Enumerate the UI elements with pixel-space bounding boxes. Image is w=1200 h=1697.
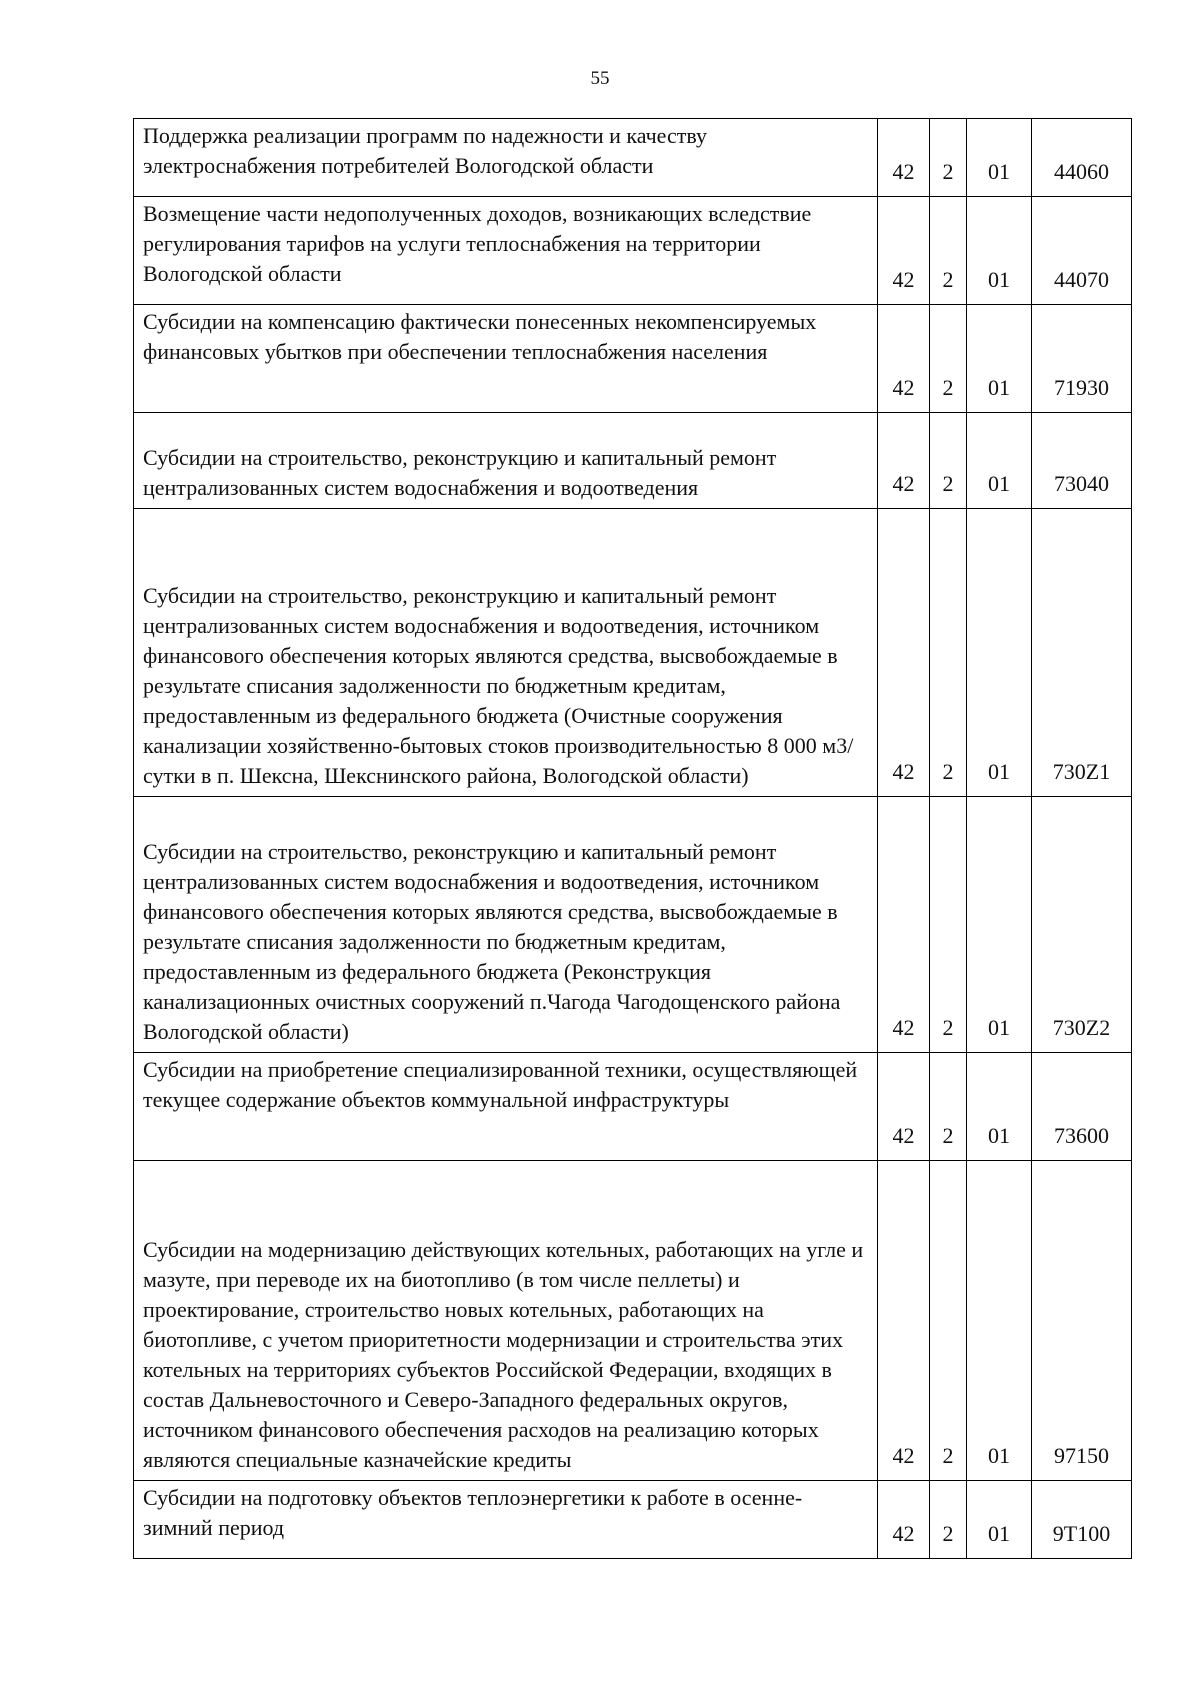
code-cell: 2 bbox=[930, 119, 967, 197]
code-cell: 42 bbox=[878, 413, 930, 509]
code-cell: 42 bbox=[878, 1481, 930, 1559]
table-row bbox=[134, 797, 1132, 1053]
code-cell: 71930 bbox=[1032, 305, 1132, 413]
code-cell: 01 bbox=[967, 797, 1032, 1053]
row-description: Субсидии на компенсацию фактически понесенных некомпенсируемых финансовых убытков при обеспечении теплоснабжения населения bbox=[134, 305, 878, 413]
table-row bbox=[134, 305, 1132, 413]
code-cell: 42 bbox=[878, 119, 930, 197]
code-cell: 2 bbox=[930, 413, 967, 509]
table-row bbox=[134, 509, 1132, 797]
code-cell: 2 bbox=[930, 197, 967, 305]
code-cell: 44070 bbox=[1032, 197, 1132, 305]
row-description: Субсидии на строительство, реконструкцию и капитальный ремонт централизованных систем водоснабжения и водоотведения, источником финансового обеспечения которых являются средства, высвобождаемые в результате списания задолженности по бюджетным кредитам, предоставленным из федерального бюджета (Реконструкция канализационных очистных сооружений п.Чагода Чагодощенского района Вологодской области) bbox=[134, 797, 878, 1053]
code-cell: 42 bbox=[878, 509, 930, 797]
code-cell: 73040 bbox=[1032, 413, 1132, 509]
code-cell: 01 bbox=[967, 1161, 1032, 1481]
code-cell: 01 bbox=[967, 119, 1032, 197]
code-cell: 01 bbox=[967, 413, 1032, 509]
table-row bbox=[134, 1481, 1132, 1559]
code-cell: 01 bbox=[967, 509, 1032, 797]
table-row bbox=[134, 413, 1132, 509]
page-number: 55 bbox=[590, 68, 610, 89]
table-row bbox=[134, 197, 1132, 305]
code-cell: 42 bbox=[878, 197, 930, 305]
code-cell: 2 bbox=[930, 509, 967, 797]
code-cell: 97150 bbox=[1032, 1161, 1132, 1481]
code-cell: 01 bbox=[967, 1481, 1032, 1559]
code-cell: 42 bbox=[878, 1053, 930, 1161]
row-description: Поддержка реализации программ по надежности и качеству электроснабжения потребителей Вологодской области bbox=[134, 119, 878, 197]
row-description: Субсидии на строительство, реконструкцию и капитальный ремонт централизованных систем водоснабжения и водоотведения bbox=[134, 413, 878, 509]
row-description: Возмещение части недополученных доходов, возникающих вследствие регулирования тарифов на услуги теплоснабжения на территории Вологодской области bbox=[134, 197, 878, 305]
row-description: Субсидии на подготовку объектов теплоэнергетики к работе в осенне-зимний период bbox=[134, 1481, 878, 1559]
table-row bbox=[134, 1161, 1132, 1481]
row-description: Субсидии на модернизацию действующих котельных, работающих на угле и мазуте, при переводе их на биотопливо (в том числе пеллеты) и проектирование, строительство новых котельных, работающих на биотопливе, с учетом приоритетности модернизации и строительства этих котельных на территориях субъектов Российской Федерации, входящих в состав Дальневосточного и Северо-Западного федеральных округов, источником финансового обеспечения расходов на реализацию которых являются специальные казначейские кредиты bbox=[134, 1161, 878, 1481]
code-cell: 01 bbox=[967, 305, 1032, 413]
budget-classification-table bbox=[133, 118, 1132, 1559]
row-description: Субсидии на приобретение специализированной техники, осуществляющей текущее содержание объектов коммунальной инфраструктуры bbox=[134, 1053, 878, 1161]
code-cell: 42 bbox=[878, 797, 930, 1053]
code-cell: 730Z1 bbox=[1032, 509, 1132, 797]
code-cell: 01 bbox=[967, 1053, 1032, 1161]
code-cell: 2 bbox=[930, 1481, 967, 1559]
code-cell: 2 bbox=[930, 305, 967, 413]
code-cell: 01 bbox=[967, 197, 1032, 305]
code-cell: 44060 bbox=[1032, 119, 1132, 197]
code-cell: 2 bbox=[930, 797, 967, 1053]
code-cell: 730Z2 bbox=[1032, 797, 1132, 1053]
code-cell: 42 bbox=[878, 1161, 930, 1481]
table-row bbox=[134, 119, 1132, 197]
code-cell: 73600 bbox=[1032, 1053, 1132, 1161]
code-cell: 2 bbox=[930, 1053, 967, 1161]
code-cell: 2 bbox=[930, 1161, 967, 1481]
row-description: Субсидии на строительство, реконструкцию и капитальный ремонт централизованных систем водоснабжения и водоотведения, источником финансового обеспечения которых являются средства, высвобождаемые в результате списания задолженности по бюджетным кредитам, предоставленным из федерального бюджета (Очистные сооружения канализации хозяйственно-бытовых стоков производительностью 8 000 м3/сутки в п. Шексна, Шекснинского района, Вологодской области) bbox=[134, 509, 878, 797]
code-cell: 9Т100 bbox=[1032, 1481, 1132, 1559]
table-row bbox=[134, 1053, 1132, 1161]
code-cell: 42 bbox=[878, 305, 930, 413]
